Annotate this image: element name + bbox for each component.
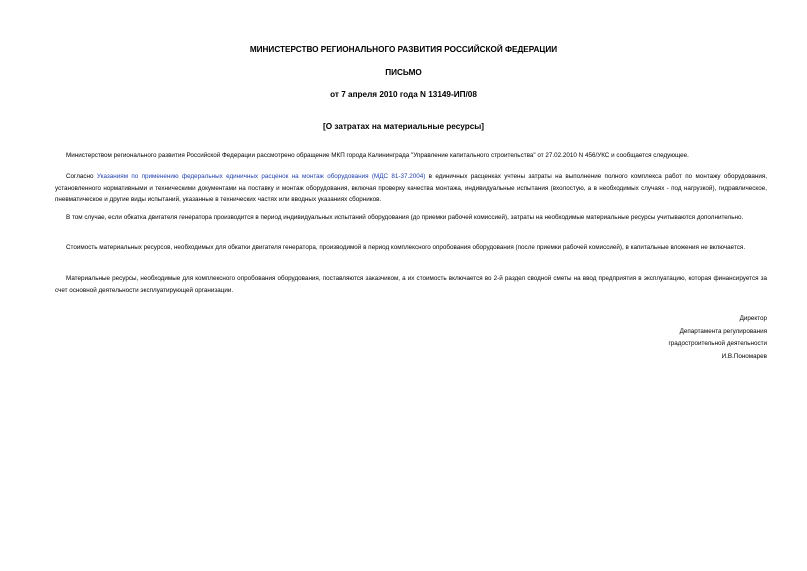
signature-department: Департамента регулирования — [679, 327, 767, 335]
paragraph-1: Министерством регионального развития Российской Федерации рассмотрено обращение МКП города Калининграда "Управление капитального строительства" от 27.02.2010 N 456/УКС и сообщается следующее. — [66, 152, 689, 159]
signature-name: И.В.Пономарев — [721, 352, 767, 360]
paragraph-2 — [55, 171, 767, 206]
signature-block — [668, 313, 767, 363]
signature-department-cont: градостроительной деятельности — [668, 340, 767, 348]
paragraph-2-lead: Согласно — [66, 173, 97, 180]
mds-guidelines-link[interactable]: Указаниям по применению федеральных единичных расценок на монтаж оборудования (МДС 81-37.2004) — [96, 173, 426, 180]
date-number-heading: от 7 апреля 2010 года N 13149-ИП/08 — [330, 90, 477, 99]
paragraph-5: Материальные ресурсы, необходимые для комплексного опробования оборудования, поставляются заказчиком, а их стоимость включается во 2-й раздел сводной сметы на ввод предприятия в эксплуатацию, которая финансируется за счет основной деятельности эксплуатирующей организации. — [55, 275, 767, 294]
document-type-heading: ПИСЬМО — [385, 68, 422, 77]
ministry-heading: МИНИСТЕРСТВО РЕГИОНАЛЬНОГО РАЗВИТИЯ РОССИЙСКОЙ ФЕДЕРАЦИИ — [249, 45, 558, 54]
paragraph-3: В том случае, если обкатка двигателя генератора производится в период индивидуальных испытаний оборудования (до приемки рабочей комиссией), затраты на необходимые материальные ресурсы учитываются дополнительно. — [66, 214, 744, 221]
signature-position: Директор — [739, 315, 767, 322]
paragraph-2-rest: в единичных расценках учтены затраты на выполнение полного комплекса работ по монтажу оборудования, установленного нормативными и техническими документами на поставку и монтаж оборудования, включая проверку качества монтажа, индивидуальные испытания (вхолостую, а в необходимых случаях - под нагрузкой), гидравлическое, пневматическое и другие виды испытаний, указанные в технических частях или вводных указаниях сборников. — [55, 173, 767, 203]
subject-heading: [О затратах на материальные ресурсы] — [323, 122, 484, 131]
paragraph-4: Стоимость материальных ресурсов, необходимых для обкатки двигателя генератора, производимой в период комплексного опробования оборудования (после приемки рабочей комиссией), в капитальные вложения не включается. — [66, 244, 746, 251]
